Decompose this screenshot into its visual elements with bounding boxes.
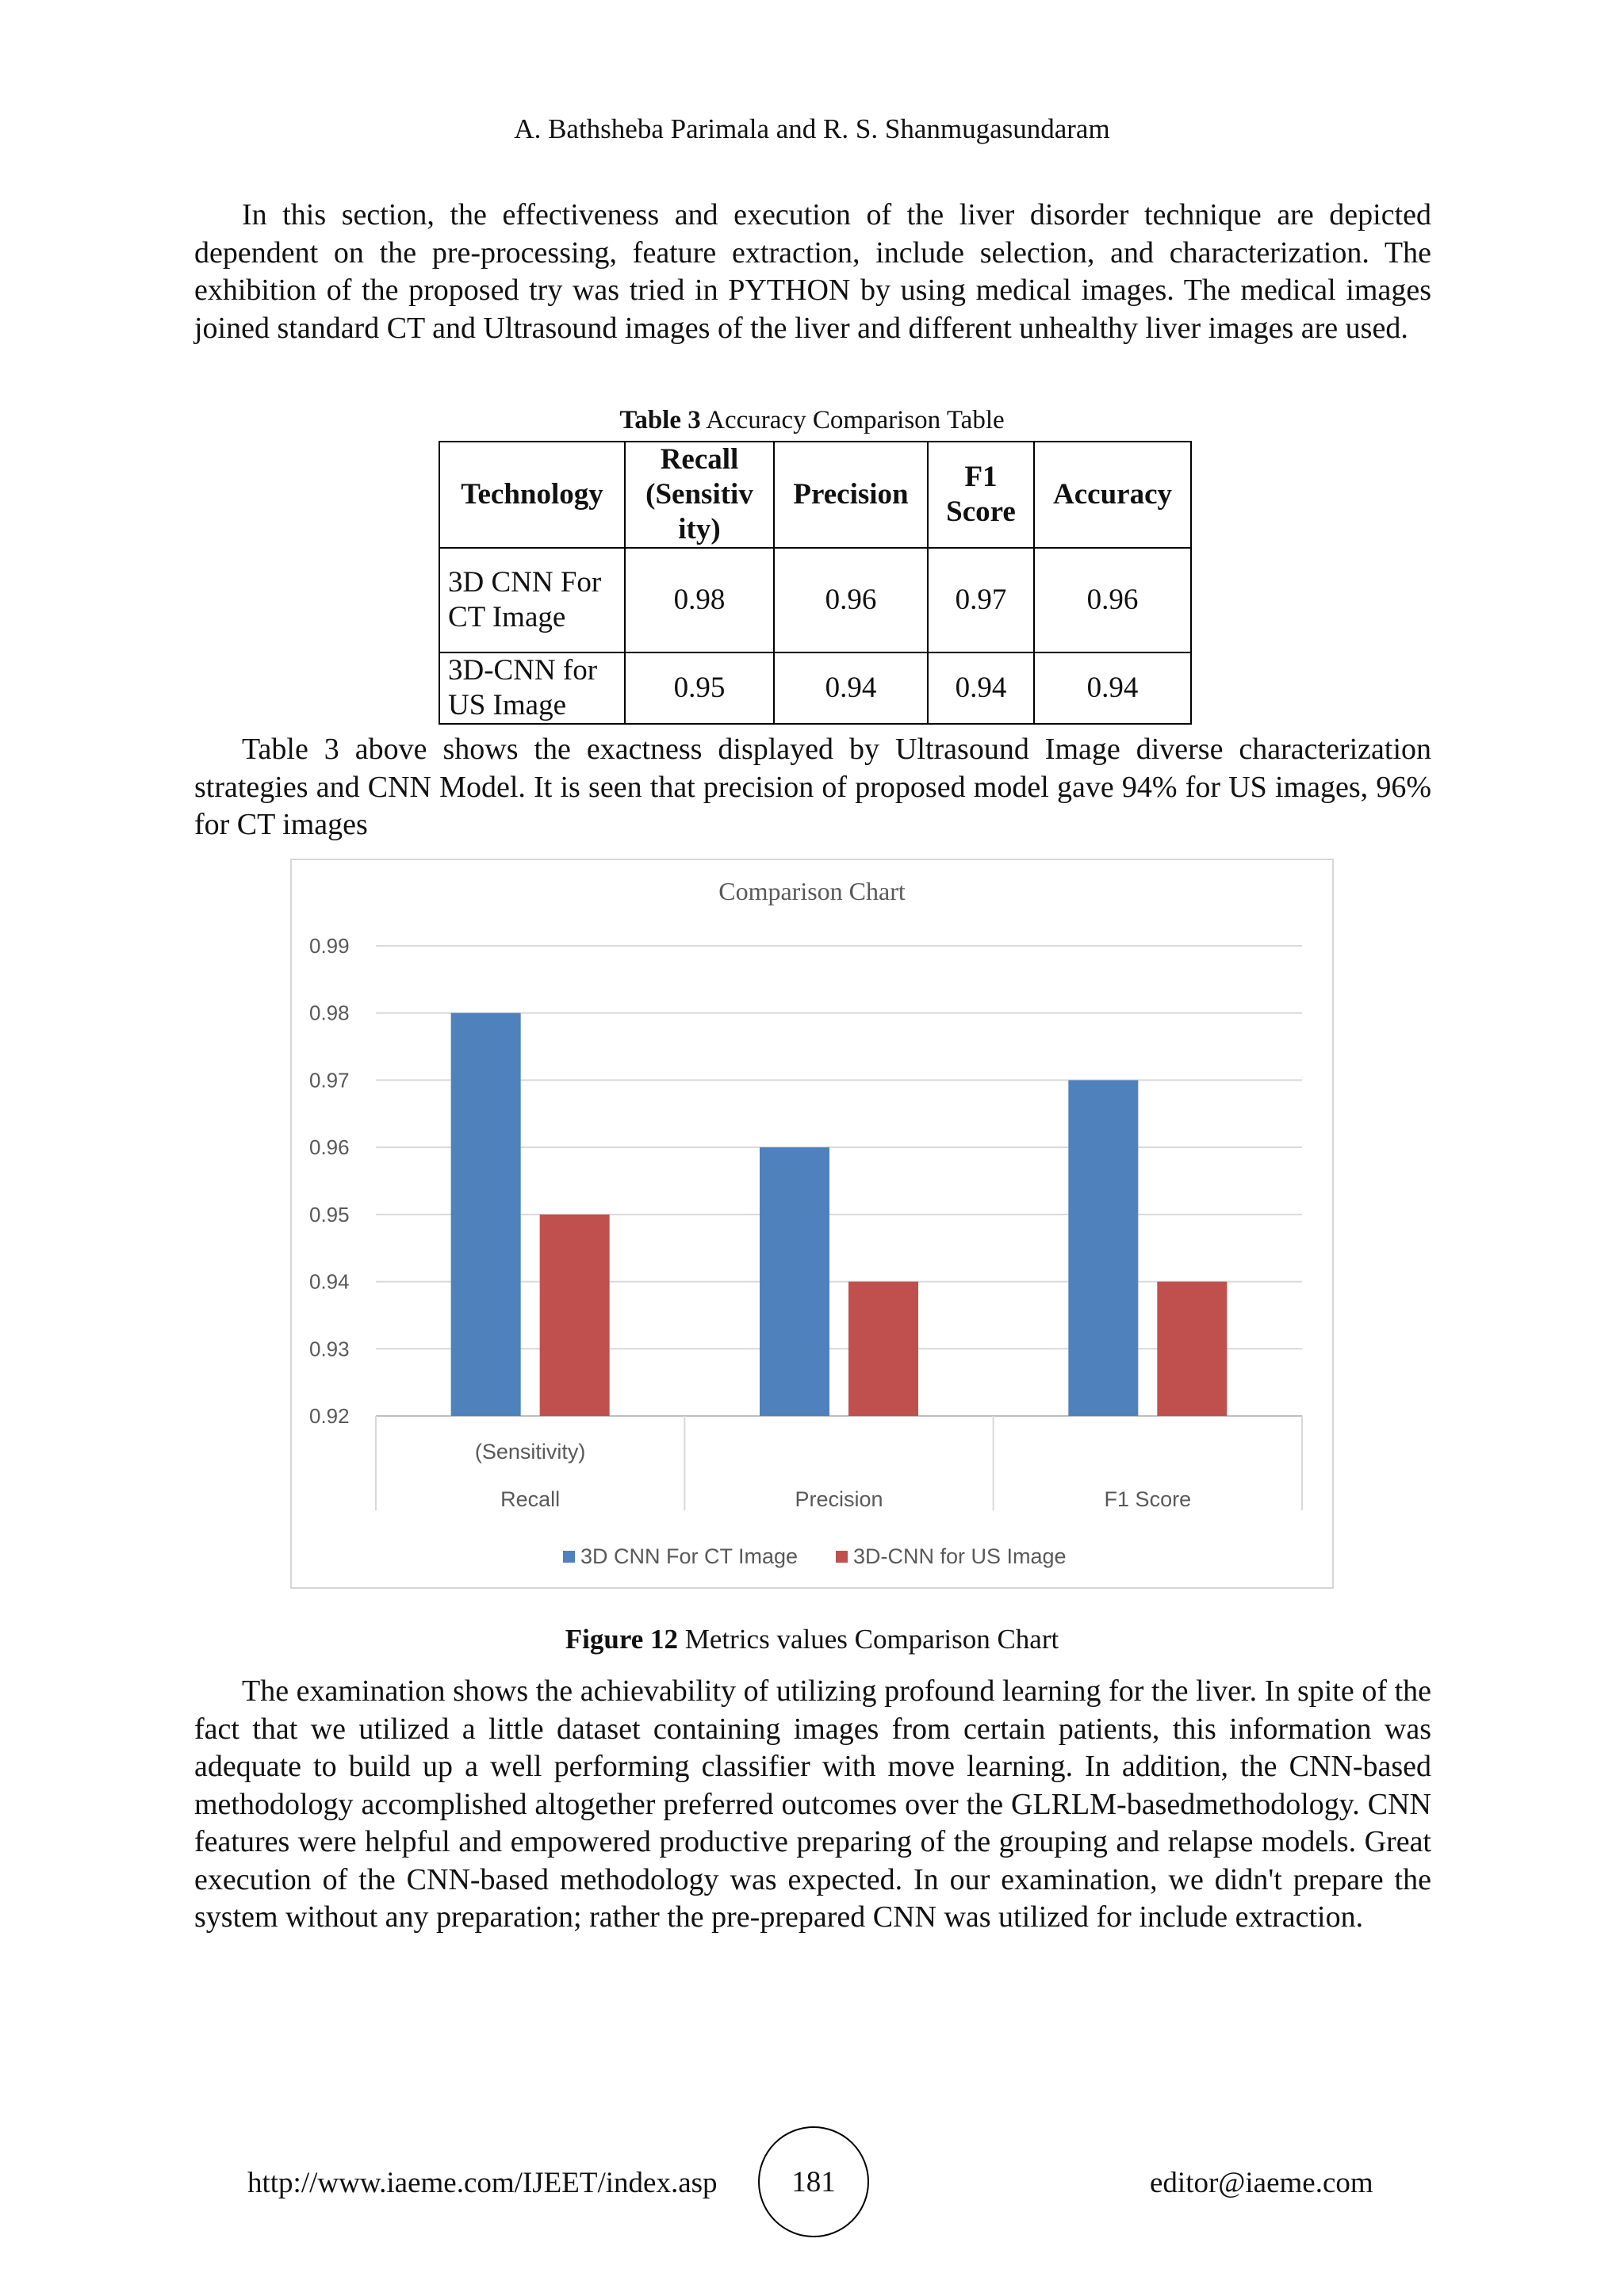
table-header-cell: Precision — [774, 442, 928, 548]
table-cell: 0.98 — [625, 548, 774, 652]
table-cell: 0.94 — [774, 652, 928, 724]
table-header-row — [439, 442, 1191, 548]
table-caption-label: Table 3 — [619, 406, 701, 434]
footer-email[interactable]: editor@iaeme.com — [1150, 2167, 1373, 2199]
bar — [451, 1013, 521, 1416]
figure-caption — [0, 1624, 1624, 1655]
table-caption — [0, 406, 1624, 435]
y-tick-label: 0.97 — [309, 1068, 350, 1093]
chart-title: Comparison Chart — [718, 877, 906, 905]
table-cell: 0.95 — [625, 652, 774, 724]
bar — [760, 1147, 829, 1416]
legend-label: 3D-CNN for US Image — [853, 1544, 1067, 1568]
comparison-chart-frame — [290, 859, 1334, 1589]
x-category-label: Precision — [795, 1487, 883, 1511]
bar — [848, 1282, 918, 1416]
y-tick-label: 0.93 — [309, 1337, 350, 1361]
x-category-label: Recall — [500, 1487, 561, 1511]
results-paragraph: Table 3 above shows the exactness displayed by Ultrasound Image diverse characterization strategies and CNN Model. It is seen that precision of proposed model gave 94% for US images, 96% for CT images — [194, 733, 1431, 841]
table-cell: 3D-CNN for US Image — [439, 652, 625, 724]
footer-url[interactable]: http://www.iaeme.com/IJEET/index.asp — [247, 2167, 718, 2199]
bar — [540, 1215, 610, 1416]
running-header: A. Bathsheba Parimala and R. S. Shanmugasundaram — [514, 113, 1110, 144]
table-row — [439, 548, 1191, 652]
y-tick-label: 0.96 — [309, 1135, 350, 1160]
bar — [1068, 1080, 1138, 1416]
intro-paragraph: In this section, the effectiveness and execution of the liver disorder technique are depicted dependent on the pre-processing, feature extraction, include selection, and characterization. The exhibition of the proposed try was tried in PYTHON by using medical images. The medical images joined standard CT and Ultrasound images of the liver and different unhealthy liver images are used. — [194, 198, 1431, 345]
comparison-chart — [292, 860, 1332, 1587]
table-row — [439, 652, 1191, 724]
y-tick-label: 0.98 — [309, 1001, 350, 1025]
table-cell: 0.97 — [928, 548, 1034, 652]
y-tick-label: 0.99 — [309, 934, 350, 958]
table-header-cell: Recall (Sensitiv ity) — [625, 442, 774, 548]
y-tick-label: 0.95 — [309, 1202, 350, 1226]
table-cell: 0.94 — [928, 652, 1034, 724]
x-category-label: F1 Score — [1104, 1487, 1192, 1511]
table-header-cell: Technology — [439, 442, 625, 548]
y-tick-label: 0.94 — [309, 1269, 350, 1294]
table-header-cell: F1 Score — [928, 442, 1034, 548]
table-caption-text: Accuracy Comparison Table — [700, 406, 1005, 434]
legend-swatch — [563, 1551, 575, 1563]
y-tick-label: 0.92 — [309, 1404, 350, 1428]
table-header-cell: Accuracy — [1034, 442, 1191, 548]
figure-caption-label: Figure 12 — [565, 1624, 679, 1655]
bar — [1157, 1282, 1227, 1416]
table-cell: 3D CNN For CT Image — [439, 548, 625, 652]
discussion-paragraph: The examination shows the achievability of utilizing profound learning for the liver. In spite of the fact that we utilized a little dataset containing images from certain patients, this information was adequate to build up a well performing classifier with move learning. In addition, the CNN-based methodology accomplished altogether preferred outcomes over the GLRLM-basedmethodology. CNN features were helpful and empowered productive preparing of the grouping and relapse models. Great execution of the CNN-based methodology was expected. In our examination, we didn't prepare the system without any preparation; rather the pre-prepared CNN was utilized for include extraction. — [194, 1674, 1431, 1934]
table-cell: 0.94 — [1034, 652, 1191, 724]
x-category-sublabel: (Sensitivity) — [474, 1440, 586, 1464]
legend-swatch — [836, 1551, 848, 1563]
figure-caption-text: Metrics values Comparison Chart — [678, 1624, 1059, 1655]
legend-label: 3D CNN For CT Image — [580, 1544, 799, 1568]
page-number: 181 — [758, 2126, 869, 2237]
table-cell: 0.96 — [1034, 548, 1191, 652]
table-cell: 0.96 — [774, 548, 928, 652]
accuracy-table — [439, 441, 1192, 725]
